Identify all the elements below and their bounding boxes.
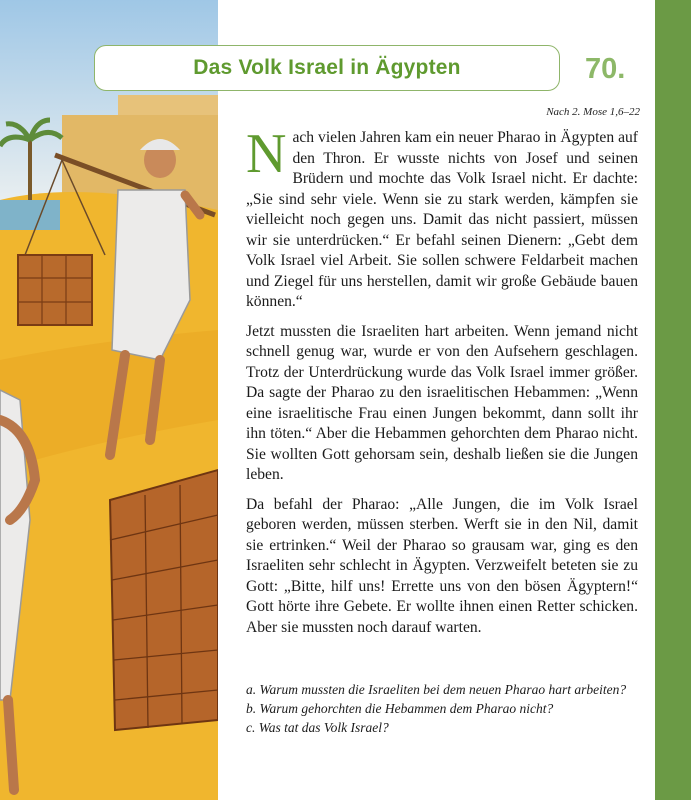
question-b: b. Warum gehorchten die Hebammen dem Pharao nicht? xyxy=(246,701,554,716)
brick-crate-large xyxy=(110,470,218,730)
paragraph-2: Jetzt mussten die Israeliten hart arbeiten. Wenn jemand nicht schnell genug war, wurde er von den Aufsehern geschlagen. Trotz der Unterdrückung wurde das Volk Israel immer größer. Da sagte der Pharao zu den israelitischen Hebammen: „Wenn eine israelitische Frau einen Jungen bekommt, dann sollt ihr ihn töten.“ Aber die Hebammen gehorchten dem Pharao nicht. Sie wollten Gott gehorsam sein, deshalb ließen sie die Jungen leben. xyxy=(246,322,638,483)
paragraph-1 xyxy=(246,123,638,313)
side-accent-bar xyxy=(655,0,691,800)
bible-reference: Nach 2. Mose 1,6–22 xyxy=(546,106,640,118)
story-text xyxy=(246,123,638,647)
paragraph-1-text: ach vielen Jahren kam ein neuer Pharao in Ägypten auf den Thron. Er wusste nichts von Josef und seinen Brüdern und mochte das Volk Israel nicht. Er dachte: „Sie sind sehr viele. Wenn sie zu stark werden, kämpfen sie vielleicht noch gegen uns. Damit das nicht passiert, müssen wir sie unterdrücken.“ Er befahl seinen Dienern: „Gebt dem Volk Israel viel Arbeit. Sie sollen schwere Feldarbeit machen und Ziegel für uns herstellen, damit wir große Gebäude bauen können.“ xyxy=(246,129,638,310)
title-banner xyxy=(94,45,560,91)
question-c: c. Was tat das Volk Israel? xyxy=(246,720,389,735)
page-title: Das Volk Israel in Ägypten xyxy=(193,56,461,79)
story-number: 70. xyxy=(585,53,626,85)
question-a: a. Warum mussten die Israeliten bei dem neuen Pharao hart arbeiten? xyxy=(246,682,627,697)
illustration-slaves-carrying-bricks xyxy=(0,0,218,800)
brick-crate-small xyxy=(18,255,92,325)
drop-cap: N xyxy=(246,123,287,185)
river xyxy=(0,200,60,230)
question-list xyxy=(246,680,638,737)
paragraph-3: Da befahl der Pharao: „Alle Jungen, die im Volk Israel geboren werden, müssen sterben. Werft sie in den Nil, damit sie ertrinken.“ Weil der Pharao so grausam war, ging es den Israeliten sehr schlecht in Ägypten. Verzweifelt beteten sie zu Gott: „Bitte, hilf uns! Errette uns von den bösen Ägyptern!“ Gott hörte ihre Gebete. Er wollte ihnen einen Retter schicken. Aber sie mussten noch darauf warten. xyxy=(246,495,638,636)
illustration-svg xyxy=(0,0,218,800)
